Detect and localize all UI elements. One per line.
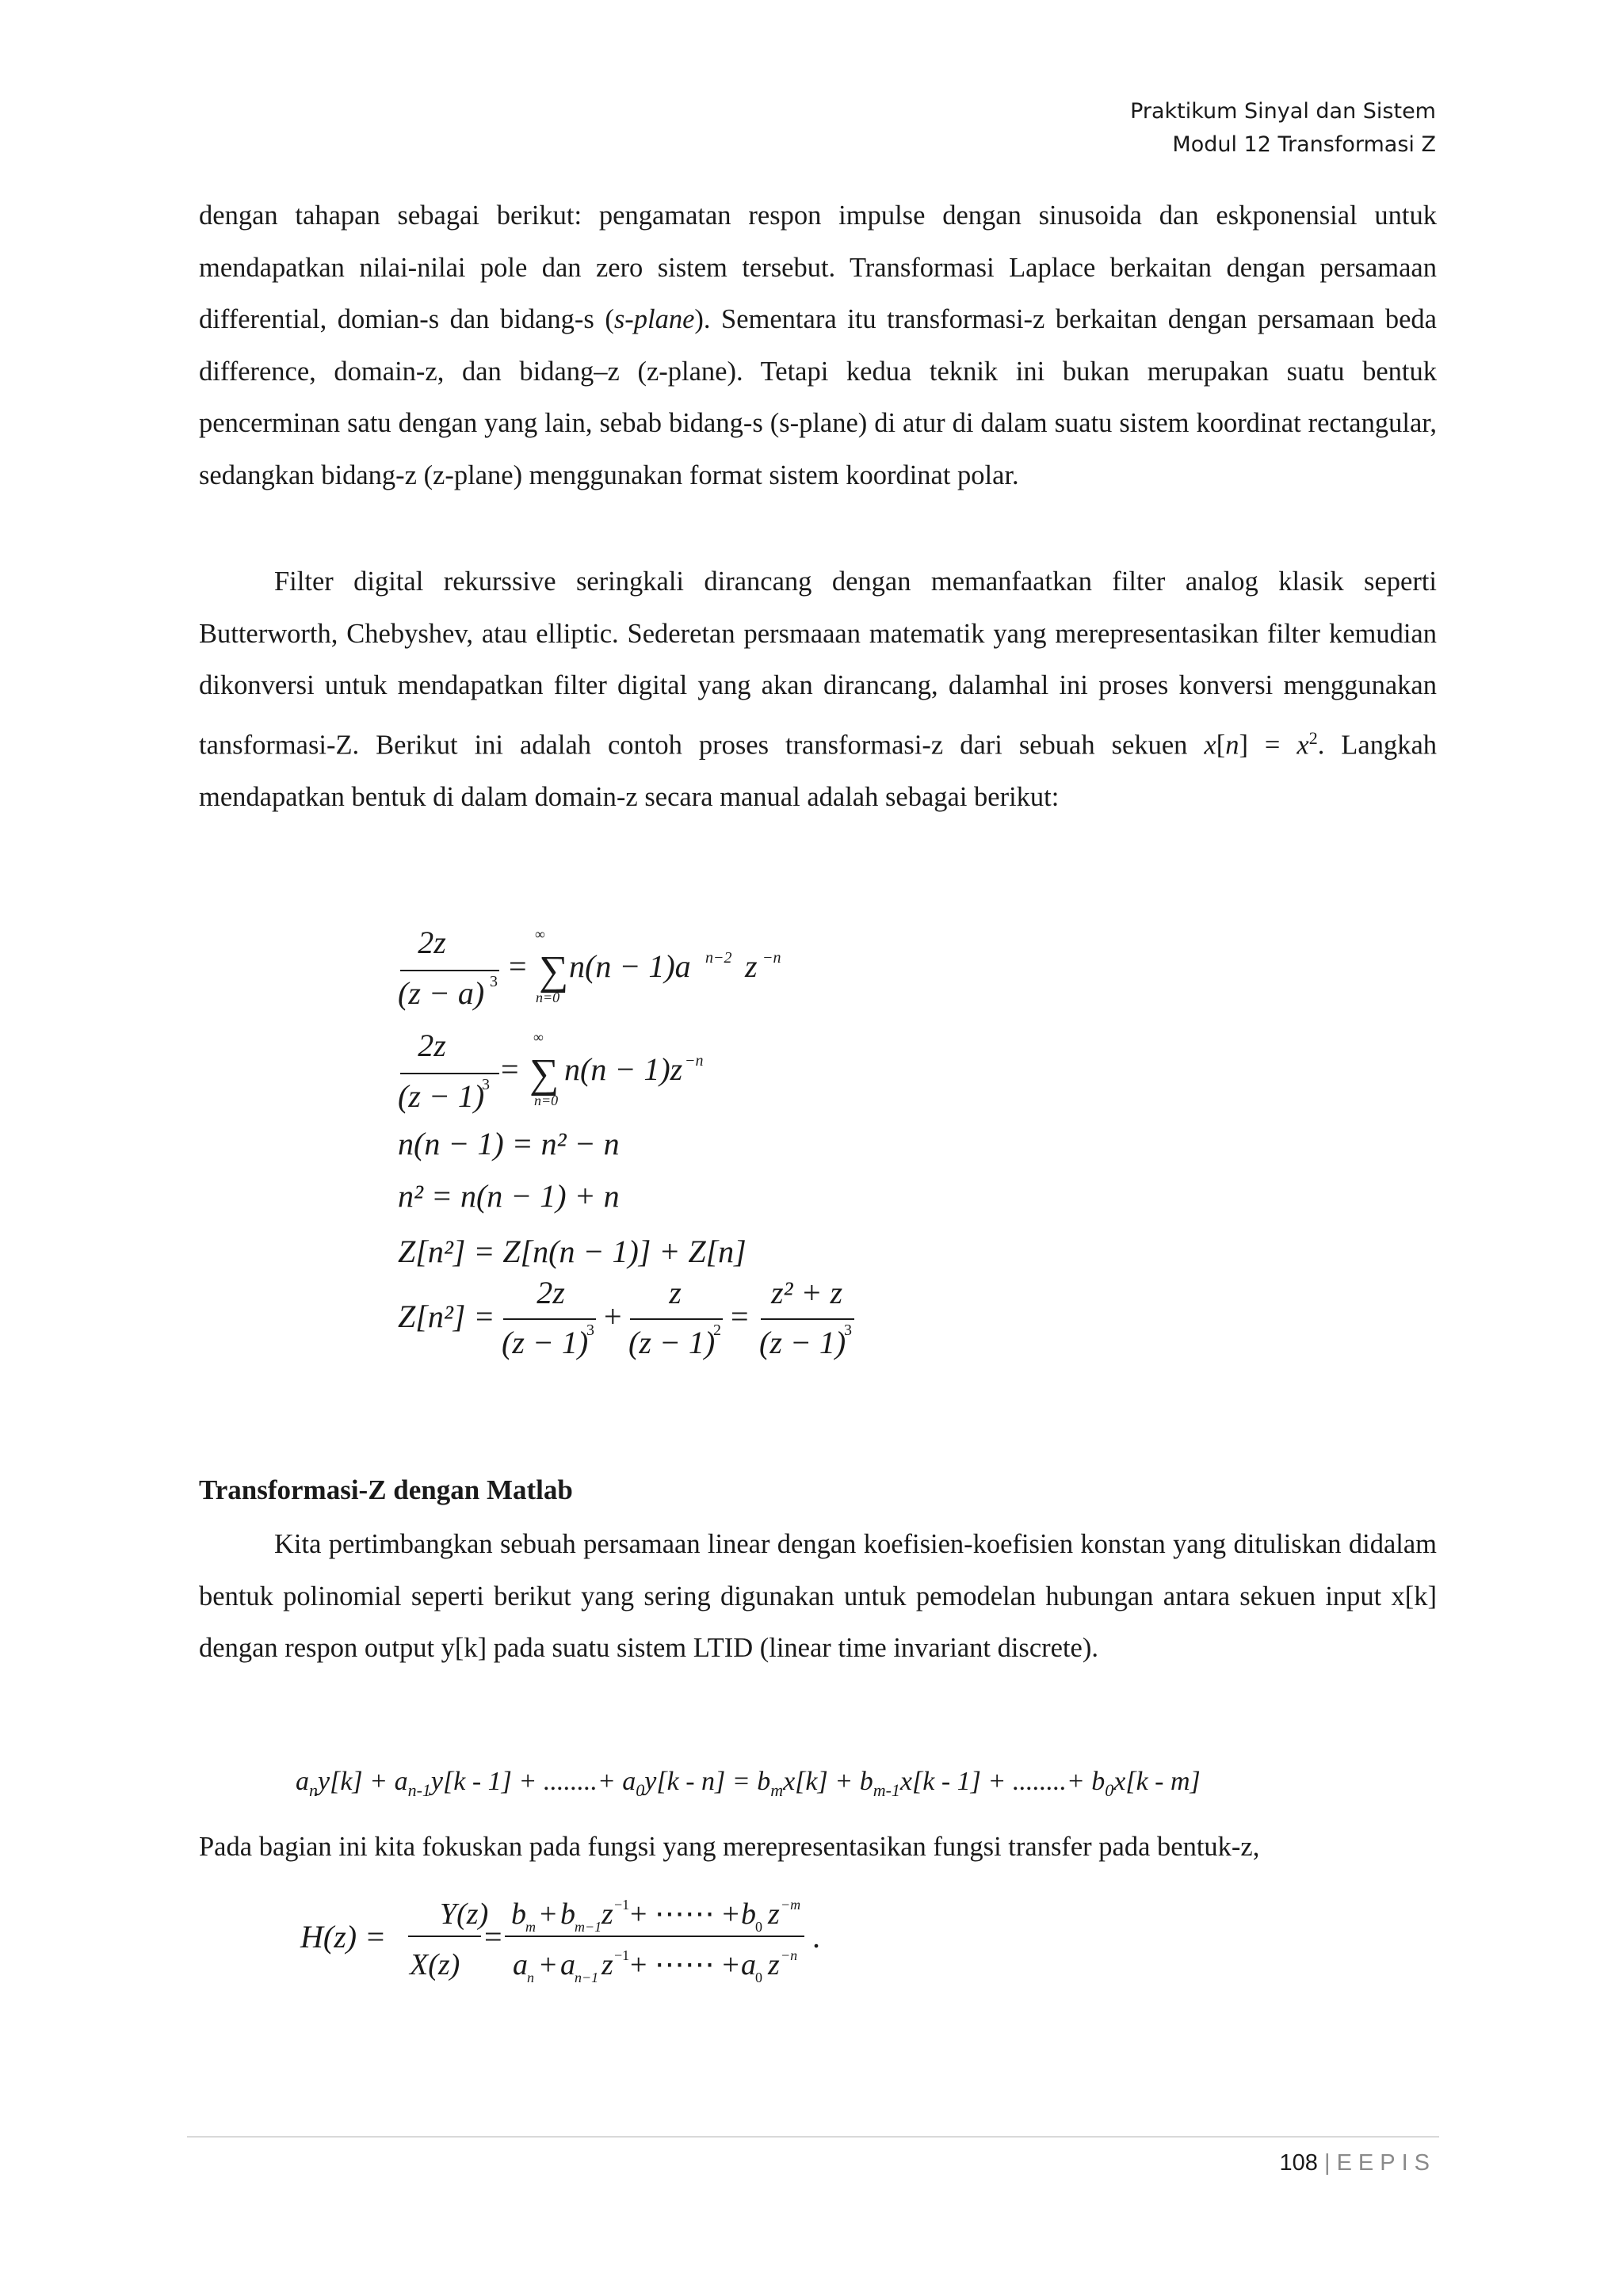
equation-6 [398,1275,854,1360]
svg-text:∞: ∞ [533,1029,544,1045]
header-title: Praktikum Sinyal dan Sistem [1130,99,1436,124]
equation-3: n(n − 1) = n² − n [398,1126,620,1161]
svg-text:n−1: n−1 [575,1970,599,1985]
svg-text:−1: −1 [614,1897,630,1913]
page-footer [1280,2143,1437,2183]
svg-text:=: = [484,1919,502,1955]
svg-text:(z − a): (z − a) [398,975,485,1011]
svg-text:−n: −n [781,1947,798,1963]
svg-text:z: z [768,1897,780,1931]
svg-text:n=0: n=0 [534,1093,559,1108]
svg-text:a: a [513,1948,528,1981]
equation-4: n² = n(n − 1) + n [398,1178,620,1214]
svg-text:z: z [601,1897,613,1931]
svg-text:a: a [560,1948,575,1981]
svg-text:z: z [768,1948,780,1981]
paragraph-2: Filter digital rekurssive seringkali dirancang dengan memanfaatkan filter analog klasik seperti Butterworth, Chebyshev, atau elliptic. Sederetan persmaaan matematik yang merepresentasikan filter kemudian dikonversi untuk mendapatkan filter digital yang akan dirancang, dalamhal ini proses konversi menggunakan tansformasi-Z. Berikut ini adalah contoh proses transformasi-z dari sebuah sekuen $x[n] = x^2$. Langkah mendapatkan bentuk di dalam domain-z secara manual adalah sebagai berikut: [199,566,1438,812]
svg-text:+: + [604,1299,622,1334]
svg-text:3: 3 [844,1322,852,1339]
difference-equation: $a_ny[k] + a_{n-1}y[k - 1]$ + ........+ $a_0y[k - n] = b_mx[k] + b_{m-1}x[k - 1]$ + ........+ $b_0x[k - m]$ [296,1767,1201,1800]
svg-text:b: b [560,1897,575,1931]
transfer-function [297,1887,915,1998]
footer-divider [187,2136,1439,2138]
paragraph-4: Pada bagian ini kita fokuskan pada fungsi yang merepresentasikan fungsi transfer pada bentuk-z, [199,1832,1260,1862]
svg-text:n=0: n=0 [536,990,560,1005]
equation-2 [398,1028,704,1114]
svg-text:z² + z: z² + z [770,1275,843,1310]
svg-text:Y(z): Y(z) [440,1897,489,1931]
svg-text:m: m [525,1919,536,1935]
svg-text:.: . [812,1919,820,1955]
svg-text:z: z [745,948,758,984]
svg-text:z: z [601,1948,613,1981]
svg-text:+: + [540,1948,557,1981]
svg-text:2: 2 [713,1322,721,1339]
svg-text:+ ⋯⋯ +: + ⋯⋯ + [630,1897,739,1931]
svg-text:+ ⋯⋯ +: + ⋯⋯ + [630,1948,739,1981]
svg-text:−m: −m [781,1897,801,1913]
svg-text:n(n − 1)a: n(n − 1)a [569,948,691,984]
svg-text:m−1: m−1 [575,1919,602,1935]
svg-text:H(z) =: H(z) = [300,1919,387,1955]
svg-text:∞: ∞ [535,926,545,942]
paragraph-1: dengan tahapan sebagai berikut: pengamatan respon impulse dengan sinusoida dan eskponensial untuk mendapatkan nilai-nilai pole dan zero sistem tersebut. Transformasi Laplace berkaitan dengan persamaan differential, domian-s dan bidang-s (s-plane). Sementara itu transformasi-z berkaitan dengan persamaan beda difference, domain-z, dan bidang–z (z-plane). Tetapi kedua teknik ini bukan merupakan suatu bentuk pencerminan satu dengan yang lain, sebab bidang-s (s-plane) di atur di dalam suatu sistem koordinat rectangular, sedangkan bidang-z (z-plane) menggunakan format sistem koordinat polar. [199,200,1437,490]
svg-text:a: a [741,1948,756,1981]
svg-text:2z: 2z [418,925,446,960]
header-module: Modul 12 Transformasi Z [1172,132,1436,157]
footer-org: EEPIS [1336,2150,1436,2176]
svg-text:0: 0 [755,1919,762,1935]
paragraph-3: Kita pertimbangkan sebuah persamaan linear dengan koefisien-koefisien konstan yang dituliskan didalam bentuk polinomial seperti berikut yang sering digunakan untuk pemodelan hubungan antara sekuen input x[k] dengan respon output y[k] pada suatu sistem LTID (linear time invariant discrete). [199,1529,1437,1663]
svg-text:=: = [509,948,527,984]
svg-text:=: = [731,1299,749,1334]
svg-text:X(z): X(z) [410,1948,460,1981]
svg-text:2z: 2z [418,1028,446,1063]
equation-1 [398,925,781,1011]
svg-text:Z[n²] =: Z[n²] = [398,1299,495,1334]
svg-text:−n: −n [685,1052,704,1070]
section-heading: Transformasi-Z dengan Matlab [199,1474,573,1505]
svg-text:n−2: n−2 [705,949,732,967]
svg-text:2z: 2z [537,1275,565,1310]
svg-text:3: 3 [490,973,498,990]
equation-5: Z[n²] = Z[n(n − 1)] + Z[n] [398,1234,747,1269]
svg-text:3: 3 [482,1076,490,1093]
svg-text:b: b [511,1897,526,1931]
svg-text:∑: ∑ [529,1051,559,1097]
footer-separator: | [1323,2150,1331,2176]
svg-text:3: 3 [586,1322,594,1339]
svg-text:(z − 1): (z − 1) [628,1325,716,1360]
svg-text:(z − 1): (z − 1) [759,1325,846,1360]
svg-text:0: 0 [755,1970,762,1985]
svg-text:=: = [501,1051,519,1087]
svg-text:+: + [540,1897,557,1931]
svg-text:(z − 1): (z − 1) [502,1325,589,1360]
svg-text:∑: ∑ [539,948,569,994]
svg-text:b: b [741,1897,756,1931]
svg-text:z: z [669,1275,682,1310]
svg-text:n: n [527,1970,534,1985]
svg-text:n(n − 1)z: n(n − 1)z [564,1051,683,1087]
svg-text:(z − 1): (z − 1) [398,1078,485,1114]
z-transform-derivation [388,923,943,1383]
svg-text:−1: −1 [614,1947,630,1963]
page-header [1130,95,1436,162]
page-number: 108 [1279,2150,1318,2176]
svg-text:−n: −n [762,949,781,967]
